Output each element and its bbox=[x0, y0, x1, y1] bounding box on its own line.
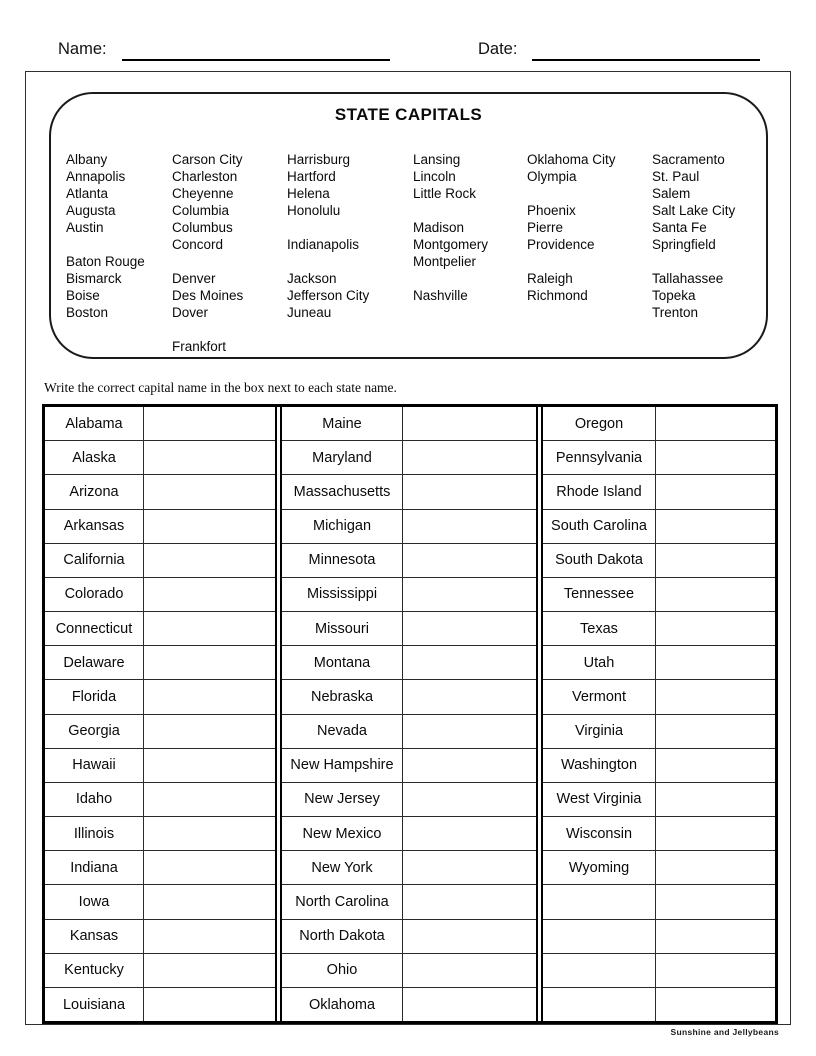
empty-state-cell bbox=[543, 988, 656, 1021]
table-row bbox=[282, 646, 536, 680]
capital-list-gap bbox=[287, 253, 413, 270]
state-name-cell: Wyoming bbox=[543, 851, 656, 884]
table-row bbox=[45, 578, 275, 612]
answer-box[interactable] bbox=[403, 954, 536, 987]
table-row bbox=[45, 612, 275, 646]
answer-box[interactable] bbox=[656, 441, 775, 474]
answer-box[interactable] bbox=[403, 646, 536, 679]
table-row bbox=[45, 920, 275, 954]
answer-box[interactable] bbox=[403, 851, 536, 884]
state-name-cell: Wisconsin bbox=[543, 817, 656, 850]
capital-name: Oklahoma City bbox=[527, 152, 616, 167]
capitals-list bbox=[66, 151, 766, 355]
table-row bbox=[543, 885, 775, 919]
state-name-cell: Illinois bbox=[45, 817, 144, 850]
answer-box[interactable] bbox=[403, 817, 536, 850]
capital-list-gap bbox=[652, 253, 766, 270]
state-name-cell: Nevada bbox=[282, 715, 403, 748]
capital-name: Charleston bbox=[172, 169, 238, 184]
capital-name: Montgomery bbox=[413, 237, 489, 252]
answer-box[interactable] bbox=[403, 544, 536, 577]
capital-list-gap bbox=[652, 338, 766, 355]
state-name-cell: North Carolina bbox=[282, 885, 403, 918]
table-row bbox=[282, 885, 536, 919]
state-name-cell: Tennessee bbox=[543, 578, 656, 611]
answer-box[interactable] bbox=[403, 510, 536, 543]
capital-name: Atlanta bbox=[66, 186, 109, 201]
empty-state-cell bbox=[543, 920, 656, 953]
answer-box[interactable] bbox=[656, 544, 775, 577]
capital-list-gap bbox=[527, 253, 652, 270]
table-row bbox=[543, 920, 775, 954]
capital-name: Boise bbox=[66, 288, 100, 303]
capital-list-gap bbox=[527, 338, 652, 355]
capital-name: Trenton bbox=[652, 305, 699, 320]
state-name-cell: Florida bbox=[45, 680, 144, 713]
table-row bbox=[282, 510, 536, 544]
table-row bbox=[45, 749, 275, 783]
answer-box[interactable] bbox=[656, 920, 775, 953]
answer-box[interactable] bbox=[656, 885, 775, 918]
table-row bbox=[45, 680, 275, 714]
answer-box[interactable] bbox=[144, 988, 275, 1021]
table-row bbox=[282, 817, 536, 851]
capital-list-gap bbox=[413, 202, 527, 219]
answer-box[interactable] bbox=[656, 749, 775, 782]
table-row bbox=[543, 544, 775, 578]
answer-box[interactable] bbox=[656, 783, 775, 816]
table-row bbox=[543, 749, 775, 783]
capital-name: Tallahassee bbox=[652, 271, 724, 286]
capital-name: Springfield bbox=[652, 237, 716, 252]
answer-box[interactable] bbox=[144, 680, 275, 713]
answer-box[interactable] bbox=[144, 612, 275, 645]
table-row bbox=[45, 715, 275, 749]
table-row bbox=[543, 612, 775, 646]
capital-name: Phoenix bbox=[527, 203, 576, 218]
capital-name: Des Moines bbox=[172, 288, 244, 303]
state-name-cell: Indiana bbox=[45, 851, 144, 884]
state-name-cell: South Carolina bbox=[543, 510, 656, 543]
capital-list-gap bbox=[413, 338, 527, 355]
capital-list-gap bbox=[413, 270, 527, 287]
state-name-cell: Rhode Island bbox=[543, 475, 656, 508]
state-name-cell: Washington bbox=[543, 749, 656, 782]
capital-name: Boston bbox=[66, 305, 109, 320]
capital-list-gap bbox=[527, 304, 652, 321]
capital-list-gap bbox=[66, 321, 172, 338]
empty-state-cell bbox=[543, 885, 656, 918]
capital-name: Salem bbox=[652, 186, 691, 201]
answer-box[interactable] bbox=[403, 783, 536, 816]
answer-box[interactable] bbox=[656, 817, 775, 850]
table-row bbox=[543, 510, 775, 544]
state-name-cell: Nebraska bbox=[282, 680, 403, 713]
table-group-1 bbox=[45, 407, 277, 1021]
answer-box[interactable] bbox=[144, 510, 275, 543]
capital-name: Bismarck bbox=[66, 271, 122, 286]
capital-list-gap bbox=[172, 321, 287, 338]
state-name-cell: Oklahoma bbox=[282, 988, 403, 1021]
capital-name: Carson City bbox=[172, 152, 243, 167]
capital-name: Denver bbox=[172, 271, 216, 286]
state-name-cell: Ohio bbox=[282, 954, 403, 987]
state-name-cell: Maine bbox=[282, 407, 403, 440]
answer-box[interactable] bbox=[144, 441, 275, 474]
answer-box[interactable] bbox=[144, 715, 275, 748]
table-row bbox=[282, 783, 536, 817]
state-name-cell: Kansas bbox=[45, 920, 144, 953]
state-name-cell: North Dakota bbox=[282, 920, 403, 953]
table-row bbox=[282, 578, 536, 612]
capital-name: Indianapolis bbox=[287, 237, 360, 252]
state-name-cell: Arizona bbox=[45, 475, 144, 508]
answer-box[interactable] bbox=[403, 475, 536, 508]
state-name-cell: Georgia bbox=[45, 715, 144, 748]
state-name-cell: Utah bbox=[543, 646, 656, 679]
capital-name: Cheyenne bbox=[172, 186, 234, 201]
state-name-cell: West Virginia bbox=[543, 783, 656, 816]
table-row bbox=[45, 988, 275, 1021]
capital-name: Helena bbox=[287, 186, 330, 201]
table-row bbox=[543, 441, 775, 475]
capital-name: Santa Fe bbox=[652, 220, 707, 235]
table-row bbox=[45, 441, 275, 475]
capital-name: Austin bbox=[66, 220, 104, 235]
table-row bbox=[45, 851, 275, 885]
instruction-text: Write the correct capital name in the box next to each state name. bbox=[44, 380, 397, 395]
table-row bbox=[45, 510, 275, 544]
table-group-2 bbox=[280, 407, 538, 1021]
answer-box[interactable] bbox=[403, 680, 536, 713]
answer-box[interactable] bbox=[403, 988, 536, 1021]
state-name-cell: Arkansas bbox=[45, 510, 144, 543]
answer-box[interactable] bbox=[144, 954, 275, 987]
answer-box[interactable] bbox=[144, 920, 275, 953]
answer-box[interactable] bbox=[144, 749, 275, 782]
capital-name: Honolulu bbox=[287, 203, 341, 218]
capital-name: Concord bbox=[172, 237, 224, 252]
capital-name: Harrisburg bbox=[287, 152, 351, 167]
answer-box[interactable] bbox=[403, 920, 536, 953]
state-name-cell: Maryland bbox=[282, 441, 403, 474]
table-group-3 bbox=[541, 407, 775, 1021]
capital-name: Lansing bbox=[413, 152, 461, 167]
answer-box[interactable] bbox=[656, 475, 775, 508]
table-row bbox=[543, 988, 775, 1021]
capital-name: Columbus bbox=[172, 220, 233, 235]
table-row bbox=[282, 851, 536, 885]
state-name-cell: Louisiana bbox=[45, 988, 144, 1021]
answer-box[interactable] bbox=[656, 680, 775, 713]
table-row bbox=[45, 885, 275, 919]
date-label: Date: bbox=[478, 40, 518, 58]
table-row bbox=[45, 544, 275, 578]
answer-box[interactable] bbox=[403, 885, 536, 918]
capital-list-gap bbox=[527, 321, 652, 338]
page-frame bbox=[25, 71, 791, 1025]
answer-box[interactable] bbox=[144, 544, 275, 577]
state-name-cell: South Dakota bbox=[543, 544, 656, 577]
name-label: Name: bbox=[58, 40, 107, 58]
table-row bbox=[45, 817, 275, 851]
capital-name: Annapolis bbox=[66, 169, 126, 184]
table-row bbox=[282, 544, 536, 578]
answer-box[interactable] bbox=[656, 715, 775, 748]
capital-list-gap bbox=[413, 304, 527, 321]
table-row bbox=[543, 646, 775, 680]
answer-box[interactable] bbox=[403, 441, 536, 474]
state-name-cell: Missouri bbox=[282, 612, 403, 645]
table-row bbox=[282, 920, 536, 954]
capital-list-gap bbox=[287, 321, 413, 338]
capital-list-gap bbox=[287, 338, 413, 355]
capital-name: Augusta bbox=[66, 203, 116, 218]
answer-box[interactable] bbox=[656, 407, 775, 440]
answer-box[interactable] bbox=[144, 646, 275, 679]
capital-name: Pierre bbox=[527, 220, 564, 235]
table-row bbox=[45, 407, 275, 441]
answer-box[interactable] bbox=[403, 407, 536, 440]
table-row bbox=[282, 612, 536, 646]
state-name-cell: California bbox=[45, 544, 144, 577]
state-name-cell: Pennsylvania bbox=[543, 441, 656, 474]
capital-name: Jackson bbox=[287, 271, 337, 286]
state-name-cell: New Jersey bbox=[282, 783, 403, 816]
table-row bbox=[45, 475, 275, 509]
table-row bbox=[543, 407, 775, 441]
state-name-cell: Connecticut bbox=[45, 612, 144, 645]
capital-name: Richmond bbox=[527, 288, 588, 303]
table-row bbox=[543, 475, 775, 509]
capital-name: Hartford bbox=[287, 169, 336, 184]
state-name-cell: New York bbox=[282, 851, 403, 884]
state-name-cell: Texas bbox=[543, 612, 656, 645]
state-name-cell: Mississippi bbox=[282, 578, 403, 611]
capital-name: Nashville bbox=[413, 288, 468, 303]
date-input-line[interactable] bbox=[532, 44, 760, 61]
capital-name: Montpelier bbox=[413, 254, 477, 269]
state-name-cell: Massachusetts bbox=[282, 475, 403, 508]
capital-list-gap bbox=[652, 321, 766, 338]
state-name-cell: Michigan bbox=[282, 510, 403, 543]
capital-name: Raleigh bbox=[527, 271, 573, 286]
table-row bbox=[282, 441, 536, 475]
answer-box[interactable] bbox=[403, 612, 536, 645]
answer-box[interactable] bbox=[144, 817, 275, 850]
state-name-cell: New Hampshire bbox=[282, 749, 403, 782]
capital-name: Madison bbox=[413, 220, 465, 235]
capital-list-gap bbox=[413, 321, 527, 338]
capital-list-gap bbox=[66, 338, 172, 355]
answer-box[interactable] bbox=[656, 578, 775, 611]
state-name-cell: Idaho bbox=[45, 783, 144, 816]
answer-box[interactable] bbox=[144, 407, 275, 440]
state-name-cell: Colorado bbox=[45, 578, 144, 611]
table-row bbox=[282, 680, 536, 714]
empty-state-cell bbox=[543, 954, 656, 987]
capital-list-gap bbox=[172, 253, 287, 270]
capital-list-gap bbox=[66, 236, 172, 253]
answer-box[interactable] bbox=[656, 612, 775, 645]
answer-box[interactable] bbox=[656, 851, 775, 884]
capital-name: Dover bbox=[172, 305, 209, 320]
table-row bbox=[543, 715, 775, 749]
table-row bbox=[282, 475, 536, 509]
capital-name: Little Rock bbox=[413, 186, 477, 201]
table-row bbox=[543, 954, 775, 988]
capital-name: Frankfort bbox=[172, 339, 227, 354]
answer-box[interactable] bbox=[656, 988, 775, 1021]
capital-name: Sacramento bbox=[652, 152, 725, 167]
capital-name: Columbia bbox=[172, 203, 230, 218]
state-name-cell: Virginia bbox=[543, 715, 656, 748]
answer-box[interactable] bbox=[144, 578, 275, 611]
table-row bbox=[282, 749, 536, 783]
table-row bbox=[282, 954, 536, 988]
capital-name: St. Paul bbox=[652, 169, 700, 184]
capitals-title: STATE CAPITALS bbox=[334, 105, 483, 124]
state-name-cell: Hawaii bbox=[45, 749, 144, 782]
state-name-cell: Kentucky bbox=[45, 954, 144, 987]
table-row bbox=[543, 817, 775, 851]
state-name-cell: Delaware bbox=[45, 646, 144, 679]
state-name-cell: Iowa bbox=[45, 885, 144, 918]
table-row bbox=[282, 715, 536, 749]
table-row bbox=[282, 988, 536, 1021]
capital-list-gap bbox=[287, 219, 413, 236]
capital-name: Jefferson City bbox=[287, 288, 370, 303]
answer-box[interactable] bbox=[403, 578, 536, 611]
capital-name: Lincoln bbox=[413, 169, 456, 184]
capital-name: Olympia bbox=[527, 169, 577, 184]
capital-name: Topeka bbox=[652, 288, 696, 303]
capitals-word-bank bbox=[49, 92, 768, 359]
capital-list-gap bbox=[527, 185, 652, 202]
capital-name: Salt Lake City bbox=[652, 203, 736, 218]
answer-table bbox=[42, 404, 778, 1024]
table-row bbox=[282, 407, 536, 441]
capital-name: Baton Rouge bbox=[66, 254, 145, 269]
state-name-cell: Minnesota bbox=[282, 544, 403, 577]
answer-box[interactable] bbox=[144, 885, 275, 918]
answer-box[interactable] bbox=[144, 475, 275, 508]
state-name-cell: Oregon bbox=[543, 407, 656, 440]
table-row bbox=[543, 578, 775, 612]
table-row bbox=[543, 851, 775, 885]
table-row bbox=[45, 646, 275, 680]
state-name-cell: Vermont bbox=[543, 680, 656, 713]
answer-box[interactable] bbox=[144, 783, 275, 816]
state-name-cell: Alaska bbox=[45, 441, 144, 474]
answer-box[interactable] bbox=[403, 715, 536, 748]
state-name-cell: Alabama bbox=[45, 407, 144, 440]
answer-box[interactable] bbox=[656, 510, 775, 543]
state-name-cell: New Mexico bbox=[282, 817, 403, 850]
answer-box[interactable] bbox=[144, 851, 275, 884]
table-row bbox=[45, 954, 275, 988]
answer-box[interactable] bbox=[656, 954, 775, 987]
answer-box[interactable] bbox=[656, 646, 775, 679]
capital-name: Juneau bbox=[287, 305, 332, 320]
table-row bbox=[45, 783, 275, 817]
name-input-line[interactable] bbox=[122, 44, 390, 61]
capital-name: Providence bbox=[527, 237, 595, 252]
capital-name: Albany bbox=[66, 152, 108, 167]
table-row bbox=[543, 783, 775, 817]
credit-text: Sunshine and Jellybeans bbox=[670, 1027, 779, 1037]
state-name-cell: Montana bbox=[282, 646, 403, 679]
table-row bbox=[543, 680, 775, 714]
answer-box[interactable] bbox=[403, 749, 536, 782]
